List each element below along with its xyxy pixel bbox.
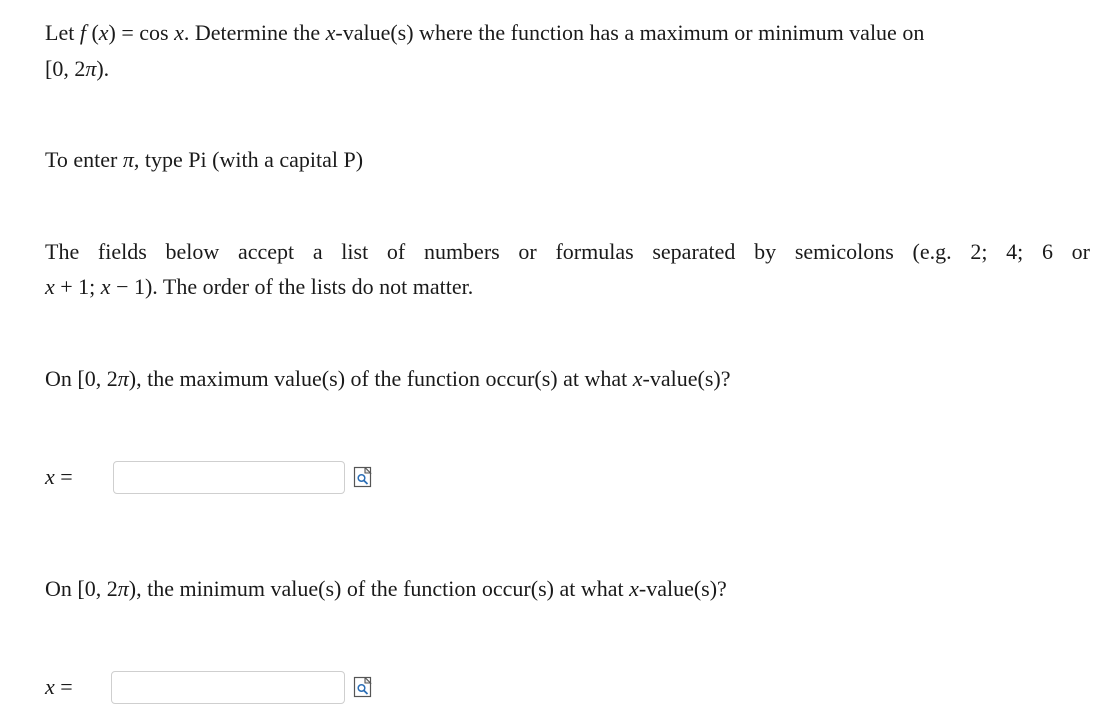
text: ). <box>96 56 110 81</box>
text: -value(s)? <box>638 576 727 601</box>
question-minimum <box>45 578 727 600</box>
answer-label-minimum <box>45 674 111 700</box>
math-x: x <box>98 20 109 45</box>
answer-row-minimum <box>45 668 373 706</box>
text: Let <box>45 20 80 45</box>
answer-row-maximum <box>45 458 373 496</box>
math-f: f <box>79 20 86 45</box>
math-pi: π <box>122 147 134 172</box>
preview-answer-icon-svg <box>353 466 373 488</box>
math-x: x <box>632 366 643 391</box>
answer-input-maximum[interactable] <box>113 461 345 494</box>
text: To enter <box>45 147 123 172</box>
text: ( <box>85 20 99 45</box>
text: , type Pi (with a capital P) <box>133 147 364 172</box>
math-x: x <box>45 274 55 299</box>
text: On [0, 2 <box>45 576 118 601</box>
pi-instructions <box>45 149 363 171</box>
preview-answer-icon-svg <box>353 676 373 698</box>
text: ), the maximum value(s) of the function occur(s) at what <box>128 366 633 391</box>
math-x: x <box>325 20 336 45</box>
math-pi: π <box>117 366 129 391</box>
math-x: x <box>45 674 55 699</box>
problem-statement-line1 <box>45 22 924 44</box>
math-pi: π <box>117 576 129 601</box>
answer-label-maximum <box>45 464 113 490</box>
math-pi: π <box>85 56 97 81</box>
question-maximum <box>45 368 730 390</box>
math-x: x <box>100 274 111 299</box>
text: . Determine the <box>183 20 326 45</box>
text: -value(s) where the function has a maximum or minimum value on <box>335 20 925 45</box>
text: The fields below accept a list of numbers or formulas separated by semicolons (e.g. 2; 4; 6 or <box>45 239 1090 264</box>
text: − 1). The order of the lists do not matter. <box>110 274 474 299</box>
preview-answer-icon[interactable] <box>353 466 373 488</box>
preview-answer-icon[interactable] <box>353 676 373 698</box>
text: [0, 2 <box>45 56 86 81</box>
list-instructions-line2 <box>45 276 473 298</box>
answer-input-minimum[interactable] <box>111 671 345 704</box>
math-x: x <box>629 576 639 601</box>
equals-sign: = <box>54 674 73 699</box>
problem-statement-line2 <box>45 58 109 80</box>
equals-sign: = <box>54 464 73 489</box>
text: ), the minimum value(s) of the function occur(s) at what <box>128 576 630 601</box>
text: = cos <box>121 20 175 45</box>
text: -value(s)? <box>642 366 731 391</box>
text: + 1; <box>54 274 101 299</box>
text: ) <box>108 20 122 45</box>
list-instructions-line1 <box>45 241 1090 263</box>
text: On [0, 2 <box>45 366 118 391</box>
math-x: x <box>174 20 184 45</box>
math-x: x <box>45 464 55 489</box>
